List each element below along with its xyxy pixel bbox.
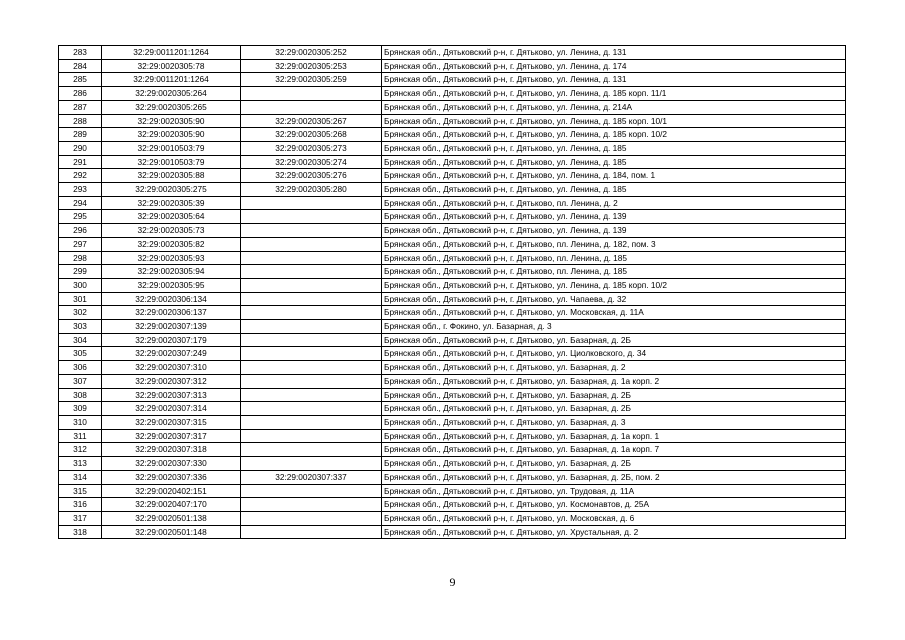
related-cadastral-cell — [241, 429, 382, 443]
address-cell: Брянская обл., Дятьковский р-н, г. Дятьково, ул. Ленина, д. 185 — [382, 141, 846, 155]
table-row — [59, 183, 846, 197]
address-cell: Брянская обл., Дятьковский р-н, г. Дятьково, ул. Московская, д. 6 — [382, 511, 846, 525]
table-row — [59, 333, 846, 347]
row-number-cell: 300 — [59, 278, 102, 292]
cadastral-number-cell: 32:29:0020306:137 — [102, 306, 241, 320]
table-row — [59, 46, 846, 60]
table-row — [59, 374, 846, 388]
related-cadastral-cell — [241, 347, 382, 361]
row-number-cell: 305 — [59, 347, 102, 361]
address-cell: Брянская обл., Дятьковский р-н, г. Дятьково, ул. Ленина, д. 131 — [382, 46, 846, 60]
cadastral-number-cell: 32:29:0020305:275 — [102, 183, 241, 197]
table-row — [59, 415, 846, 429]
table-row — [59, 73, 846, 87]
row-number-cell: 307 — [59, 374, 102, 388]
row-number-cell: 312 — [59, 443, 102, 457]
address-cell: Брянская обл., Дятьковский р-н, г. Дятьково, ул. Базарная, д. 2 — [382, 361, 846, 375]
cadastral-number-cell: 32:29:0010503:79 — [102, 155, 241, 169]
table-row — [59, 498, 846, 512]
related-cadastral-cell — [241, 87, 382, 101]
address-cell: Брянская обл., Дятьковский р-н, г. Дятьково, ул. Базарная, д. 2Б — [382, 333, 846, 347]
related-cadastral-cell — [241, 361, 382, 375]
cadastral-number-cell: 32:29:0020307:336 — [102, 470, 241, 484]
row-number-cell: 295 — [59, 210, 102, 224]
cadastral-number-cell: 32:29:0020307:317 — [102, 429, 241, 443]
row-number-cell: 286 — [59, 87, 102, 101]
table-row — [59, 141, 846, 155]
table-row — [59, 224, 846, 238]
related-cadastral-cell — [241, 402, 382, 416]
address-cell: Брянская обл., Дятьковский р-н, г. Дятьково, ул. Ленина, д. 139 — [382, 224, 846, 238]
related-cadastral-cell — [241, 100, 382, 114]
table-row — [59, 429, 846, 443]
cadastral-number-cell: 32:29:0020305:265 — [102, 100, 241, 114]
address-cell: Брянская обл., Дятьковский р-н, г. Дятьково, ул. Космонавтов, д. 25А — [382, 498, 846, 512]
address-cell: Брянская обл., Дятьковский р-н, г. Дятьково, ул. Ленина, д. 139 — [382, 210, 846, 224]
cadastral-number-cell: 32:29:0020305:93 — [102, 251, 241, 265]
table-row — [59, 457, 846, 471]
related-cadastral-cell: 32:29:0020305:280 — [241, 183, 382, 197]
cadastral-number-cell: 32:29:0020307:318 — [102, 443, 241, 457]
cadastral-number-cell: 32:29:0020307:315 — [102, 415, 241, 429]
table-row — [59, 237, 846, 251]
cadastral-number-cell: 32:29:0020305:39 — [102, 196, 241, 210]
row-number-cell: 302 — [59, 306, 102, 320]
cadastral-number-cell: 32:29:0020307:310 — [102, 361, 241, 375]
related-cadastral-cell: 32:29:0020305:274 — [241, 155, 382, 169]
address-cell: Брянская обл., Дятьковский р-н, г. Дятьково, ул. Ленина, д. 185 корп. 10/2 — [382, 128, 846, 142]
cadastral-number-cell: 32:29:0020501:148 — [102, 525, 241, 539]
row-number-cell: 315 — [59, 484, 102, 498]
related-cadastral-cell — [241, 320, 382, 334]
address-cell: Брянская обл., Дятьковский р-н, г. Дятьково, ул. Базарная, д. 1а корп. 7 — [382, 443, 846, 457]
address-cell: Брянская обл., Дятьковский р-н, г. Дятьково, ул. Ленина, д. 185 — [382, 155, 846, 169]
table-row — [59, 470, 846, 484]
address-cell: Брянская обл., Дятьковский р-н, г. Дятьково, ул. Ленина, д. 185 — [382, 183, 846, 197]
table-body — [59, 46, 846, 539]
row-number-cell: 301 — [59, 292, 102, 306]
address-cell: Брянская обл., Дятьковский р-н, г. Дятьково, ул. Базарная, д. 1а корп. 1 — [382, 429, 846, 443]
address-cell: Брянская обл., Дятьковский р-н, г. Дятьково, ул. Базарная, д. 2Б — [382, 457, 846, 471]
row-number-cell: 283 — [59, 46, 102, 60]
row-number-cell: 309 — [59, 402, 102, 416]
row-number-cell: 298 — [59, 251, 102, 265]
related-cadastral-cell — [241, 443, 382, 457]
row-number-cell: 310 — [59, 415, 102, 429]
table-row — [59, 525, 846, 539]
related-cadastral-cell — [241, 333, 382, 347]
address-cell: Брянская обл., Дятьковский р-н, г. Дятьково, ул. Базарная, д. 1а корп. 2 — [382, 374, 846, 388]
table-row — [59, 251, 846, 265]
related-cadastral-cell — [241, 196, 382, 210]
address-cell: Брянская обл., Дятьковский р-н, г. Дятьково, ул. Ленина, д. 185 корп. 10/2 — [382, 278, 846, 292]
row-number-cell: 316 — [59, 498, 102, 512]
row-number-cell: 313 — [59, 457, 102, 471]
cadastral-number-cell: 32:29:0020307:139 — [102, 320, 241, 334]
cadastral-number-cell: 32:29:0020305:94 — [102, 265, 241, 279]
table-row — [59, 87, 846, 101]
related-cadastral-cell — [241, 525, 382, 539]
cadastral-number-cell: 32:29:0020307:179 — [102, 333, 241, 347]
table-row — [59, 347, 846, 361]
address-cell: Брянская обл., Дятьковский р-н, г. Дятьково, ул. Базарная, д. 3 — [382, 415, 846, 429]
row-number-cell: 294 — [59, 196, 102, 210]
table-row — [59, 292, 846, 306]
table-row — [59, 361, 846, 375]
table-row — [59, 114, 846, 128]
address-cell: Брянская обл., Дятьковский р-н, г. Дятьково, ул. Базарная, д. 2Б, пом. 2 — [382, 470, 846, 484]
cadastral-number-cell: 32:29:0020305:90 — [102, 114, 241, 128]
table-row — [59, 100, 846, 114]
related-cadastral-cell — [241, 224, 382, 238]
related-cadastral-cell — [241, 265, 382, 279]
related-cadastral-cell — [241, 498, 382, 512]
row-number-cell: 290 — [59, 141, 102, 155]
related-cadastral-cell: 32:29:0020305:267 — [241, 114, 382, 128]
table-row — [59, 278, 846, 292]
related-cadastral-cell: 32:29:0020305:259 — [241, 73, 382, 87]
address-cell: Брянская обл., Дятьковский р-н, г. Дятьково, пл. Ленина, д. 185 — [382, 251, 846, 265]
row-number-cell: 311 — [59, 429, 102, 443]
address-cell: Брянская обл., Дятьковский р-н, г. Дятьково, ул. Базарная, д. 2Б — [382, 388, 846, 402]
related-cadastral-cell: 32:29:0020305:276 — [241, 169, 382, 183]
address-cell: Брянская обл., Дятьковский р-н, г. Дятьково, ул. Хрустальная, д. 2 — [382, 525, 846, 539]
table-row — [59, 320, 846, 334]
cadastral-number-cell: 32:29:0020305:78 — [102, 59, 241, 73]
address-cell: Брянская обл., Дятьковский р-н, г. Дятьково, ул. Московская, д. 11А — [382, 306, 846, 320]
related-cadastral-cell — [241, 210, 382, 224]
table-row — [59, 443, 846, 457]
row-number-cell: 297 — [59, 237, 102, 251]
row-number-cell: 317 — [59, 511, 102, 525]
related-cadastral-cell: 32:29:0020305:268 — [241, 128, 382, 142]
row-number-cell: 304 — [59, 333, 102, 347]
related-cadastral-cell — [241, 511, 382, 525]
address-cell: Брянская обл., Дятьковский р-н, г. Дятьково, ул. Ленина, д. 214А — [382, 100, 846, 114]
related-cadastral-cell — [241, 278, 382, 292]
cadastral-number-cell: 32:29:0010503:79 — [102, 141, 241, 155]
related-cadastral-cell: 32:29:0020305:273 — [241, 141, 382, 155]
table-row — [59, 196, 846, 210]
cadastral-number-cell: 32:29:0020407:170 — [102, 498, 241, 512]
address-cell: Брянская обл., Дятьковский р-н, г. Дятьково, пл. Ленина, д. 2 — [382, 196, 846, 210]
cadastral-number-cell: 32:29:0011201:1264 — [102, 46, 241, 60]
row-number-cell: 303 — [59, 320, 102, 334]
cadastral-number-cell: 32:29:0020305:88 — [102, 169, 241, 183]
row-number-cell: 289 — [59, 128, 102, 142]
cadastral-number-cell: 32:29:0020305:95 — [102, 278, 241, 292]
row-number-cell: 291 — [59, 155, 102, 169]
cadastral-number-cell: 32:29:0020305:82 — [102, 237, 241, 251]
address-cell: Брянская обл., Дятьковский р-н, г. Дятьково, ул. Ленина, д. 185 корп. 11/1 — [382, 87, 846, 101]
related-cadastral-cell — [241, 374, 382, 388]
cadastral-number-cell: 32:29:0020305:90 — [102, 128, 241, 142]
cadastral-table — [58, 45, 846, 539]
cadastral-number-cell: 32:29:0020306:134 — [102, 292, 241, 306]
row-number-cell: 308 — [59, 388, 102, 402]
related-cadastral-cell — [241, 457, 382, 471]
cadastral-number-cell: 32:29:0020307:330 — [102, 457, 241, 471]
row-number-cell: 306 — [59, 361, 102, 375]
address-cell: Брянская обл., Дятьковский р-н, г. Дятьково, пл. Ленина, д. 185 — [382, 265, 846, 279]
related-cadastral-cell: 32:29:0020307:337 — [241, 470, 382, 484]
table-row — [59, 402, 846, 416]
cadastral-number-cell: 32:29:0020501:138 — [102, 511, 241, 525]
cadastral-number-cell: 32:29:0020307:314 — [102, 402, 241, 416]
cadastral-number-cell: 32:29:0020402:151 — [102, 484, 241, 498]
table-row — [59, 155, 846, 169]
page-number: 9 — [449, 575, 456, 589]
cadastral-number-cell: 32:29:0011201:1264 — [102, 73, 241, 87]
related-cadastral-cell: 32:29:0020305:252 — [241, 46, 382, 60]
row-number-cell: 284 — [59, 59, 102, 73]
cadastral-number-cell: 32:29:0020305:73 — [102, 224, 241, 238]
address-cell: Брянская обл., Дятьковский р-н, г. Дятьково, ул. Ленина, д. 131 — [382, 73, 846, 87]
row-number-cell: 288 — [59, 114, 102, 128]
related-cadastral-cell — [241, 388, 382, 402]
cadastral-number-cell: 32:29:0020307:249 — [102, 347, 241, 361]
row-number-cell: 292 — [59, 169, 102, 183]
table-row — [59, 169, 846, 183]
related-cadastral-cell — [241, 292, 382, 306]
row-number-cell: 287 — [59, 100, 102, 114]
table-row — [59, 388, 846, 402]
row-number-cell: 318 — [59, 525, 102, 539]
address-cell: Брянская обл., Дятьковский р-н, г. Дятьково, ул. Ленина, д. 184, пом. 1 — [382, 169, 846, 183]
cadastral-number-cell: 32:29:0020307:313 — [102, 388, 241, 402]
cadastral-number-cell: 32:29:0020305:64 — [102, 210, 241, 224]
table-row — [59, 128, 846, 142]
address-cell: Брянская обл., Дятьковский р-н, г. Дятьково, ул. Ленина, д. 174 — [382, 59, 846, 73]
related-cadastral-cell: 32:29:0020305:253 — [241, 59, 382, 73]
row-number-cell: 293 — [59, 183, 102, 197]
row-number-cell: 285 — [59, 73, 102, 87]
row-number-cell: 314 — [59, 470, 102, 484]
table-row — [59, 59, 846, 73]
table-row — [59, 210, 846, 224]
related-cadastral-cell — [241, 415, 382, 429]
related-cadastral-cell — [241, 306, 382, 320]
address-cell: Брянская обл., Дятьковский р-н, г. Дятьково, ул. Ленина, д. 185 корп. 10/1 — [382, 114, 846, 128]
address-cell: Брянская обл., Дятьковский р-н, г. Дятьково, ул. Базарная, д. 2Б — [382, 402, 846, 416]
table-row — [59, 265, 846, 279]
related-cadastral-cell — [241, 251, 382, 265]
related-cadastral-cell — [241, 484, 382, 498]
table-row — [59, 484, 846, 498]
address-cell: Брянская обл., Дятьковский р-н, г. Дятьково, ул. Трудовая, д. 11А — [382, 484, 846, 498]
cadastral-number-cell: 32:29:0020305:264 — [102, 87, 241, 101]
address-cell: Брянская обл., Дятьковский р-н, г. Дятьково, ул. Циолковского, д. 34 — [382, 347, 846, 361]
table-row — [59, 306, 846, 320]
table-row — [59, 511, 846, 525]
address-cell: Брянская обл., Дятьковский р-н, г. Дятьково, пл. Ленина, д. 182, пом. 3 — [382, 237, 846, 251]
related-cadastral-cell — [241, 237, 382, 251]
row-number-cell: 296 — [59, 224, 102, 238]
address-cell: Брянская обл., г. Фокино, ул. Базарная, д. 3 — [382, 320, 846, 334]
address-cell: Брянская обл., Дятьковский р-н, г. Дятьково, ул. Чапаева, д. 32 — [382, 292, 846, 306]
cadastral-number-cell: 32:29:0020307:312 — [102, 374, 241, 388]
row-number-cell: 299 — [59, 265, 102, 279]
